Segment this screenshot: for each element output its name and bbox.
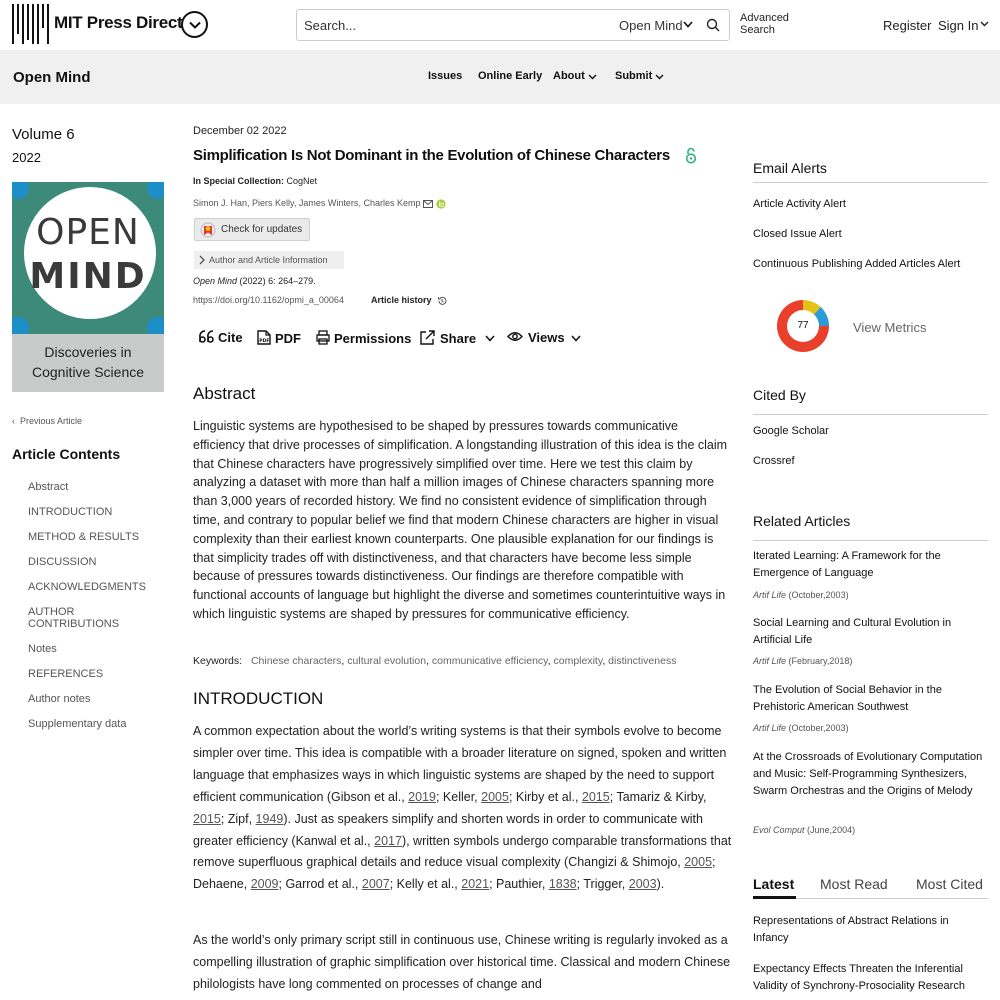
related-article-journal: Artif Life xyxy=(753,656,787,666)
article-contents-title: Article Contents xyxy=(12,446,121,462)
keywords: Keywords: Chinese characters, cultural evolution, communicative efficiency, complexity, distinctiveness xyxy=(193,655,677,667)
keyword-link[interactable]: complexity xyxy=(553,655,603,667)
text-run: ; Keller, xyxy=(435,789,482,804)
reference-link[interactable]: 2007 xyxy=(361,877,390,892)
related-articles-heading: Related Articles xyxy=(753,513,851,529)
cover-dot xyxy=(147,317,164,334)
share-label: Share xyxy=(440,331,477,346)
abstract-heading: Abstract xyxy=(193,384,256,403)
special-collection xyxy=(193,176,317,186)
mit-press-logo[interactable] xyxy=(12,4,49,44)
pdf-button[interactable] xyxy=(257,330,301,346)
permissions-label: Permissions xyxy=(334,331,412,346)
keywords-label: Keywords: xyxy=(193,655,243,667)
reference-link[interactable]: 2003 xyxy=(628,877,657,892)
history-icon xyxy=(437,296,447,306)
brand-name[interactable]: MIT Press Direct xyxy=(54,13,183,32)
citation-journal: Open Mind xyxy=(193,276,238,286)
mail-icon[interactable] xyxy=(423,200,433,208)
introduction-paragraph xyxy=(193,721,733,896)
divider xyxy=(753,414,988,415)
related-article-link[interactable]: The Evolution of Social Behavior in the Prehistoric American Southwest xyxy=(753,684,942,713)
toc-author-notes[interactable]: Author notes xyxy=(28,693,91,705)
cover-subtitle-line: Cognitive Science xyxy=(31,364,145,380)
divider xyxy=(753,182,988,183)
citation-details: (2022) 6: 264–279. xyxy=(239,276,316,286)
active-tab-indicator xyxy=(753,896,796,899)
search-scope-select[interactable]: Open Mind xyxy=(619,18,683,33)
cover-disc xyxy=(24,187,156,319)
cover-subtitle-line: Discoveries in xyxy=(44,344,132,360)
chevron-right-icon xyxy=(199,255,205,265)
author-link[interactable]: Piers Kelly xyxy=(252,198,294,208)
cover-subtitle xyxy=(12,342,164,382)
views-label: Views xyxy=(528,330,565,345)
advanced-search-line: Search xyxy=(740,24,775,36)
keyword-link[interactable]: cultural evolution xyxy=(347,655,427,667)
cover-title: MIND xyxy=(29,256,147,297)
text-run: ). xyxy=(656,877,665,892)
continuous-publishing-alert-link[interactable]: Continuous Publishing Added Articles Alert xyxy=(753,258,961,270)
check-for-updates-label: Check for updates xyxy=(221,224,303,235)
search-input[interactable] xyxy=(296,9,730,41)
advanced-search-link[interactable] xyxy=(740,12,789,36)
text-run: ; Zipf, xyxy=(220,811,256,826)
text-run: ; Tamariz & Kirby, xyxy=(609,789,707,804)
keyword-link[interactable]: Chinese characters xyxy=(250,655,342,667)
chevron-down-icon xyxy=(189,21,201,29)
search-icon[interactable] xyxy=(706,18,720,32)
article-activity-alert-link[interactable]: Article Activity Alert xyxy=(753,198,846,210)
author-link[interactable]: Simon J. Han xyxy=(193,198,248,208)
cite-button[interactable] xyxy=(199,330,243,345)
register-link[interactable]: Register xyxy=(883,18,932,33)
related-article-link[interactable]: Iterated Learning: A Framework for the Emergence of Language xyxy=(753,550,941,579)
author-info-toggle[interactable] xyxy=(194,251,344,269)
permissions-icon xyxy=(316,330,330,345)
related-article-meta xyxy=(753,723,849,733)
keyword-link[interactable]: distinctiveness xyxy=(608,655,677,667)
open-access-icon xyxy=(685,147,697,164)
text-run: ), written symbols undergo comparable transformations that remove superfluous graphical details and reduce visual complexity (Changizi & Shimojo, xyxy=(193,833,732,870)
closed-issue-alert-link[interactable]: Closed Issue Alert xyxy=(753,228,842,240)
related-article-date: (October,2003) xyxy=(788,590,849,600)
nav-about[interactable]: About xyxy=(553,70,585,82)
author-info-label: Author and Article Information xyxy=(209,255,328,265)
crossmark-icon xyxy=(200,222,216,238)
orcid-icon[interactable] xyxy=(436,199,446,209)
text-run: ; Kirby et al., xyxy=(508,789,582,804)
reference-link[interactable]: 2005 xyxy=(684,855,713,870)
introduction-paragraph: As the world’s only primary script still in continuous use, Chinese writing is regularly invoked as a compelling illustration of graphic simplification over historical time. Classical and modern Chinese philologists have long commented on processes of change and xyxy=(193,933,731,991)
citation-line xyxy=(193,276,316,286)
text-run: ; Dehaene, xyxy=(193,855,716,892)
author-list: Simon J. Han, Piers Kelly, James Winters, Charles Kemp xyxy=(193,198,446,209)
chevron-down-icon[interactable] xyxy=(980,21,989,27)
related-article-meta xyxy=(753,656,852,666)
special-collection-link[interactable]: CogNet xyxy=(286,176,318,186)
reference-link[interactable]: 2009 xyxy=(250,877,279,892)
sign-in-link[interactable]: Sign In xyxy=(938,18,979,33)
reference-link[interactable]: 2015 xyxy=(581,789,610,804)
text-run: ; Kelly et al., xyxy=(389,877,462,892)
crossref-link[interactable]: Crossref xyxy=(753,455,795,467)
article-history-label: Article history xyxy=(371,295,432,305)
doi-link[interactable]: https://doi.org/10.1162/opmi_a_00064 xyxy=(193,295,344,305)
cite-label: Cite xyxy=(218,330,243,345)
reference-link[interactable]: 2005 xyxy=(481,789,509,804)
reference-link[interactable]: 1838 xyxy=(548,877,577,892)
tab-most-cited[interactable]: Most Cited xyxy=(916,876,983,892)
cover-dot xyxy=(12,317,29,334)
related-article-meta xyxy=(753,825,855,835)
previous-article-label: Previous Article xyxy=(20,416,83,426)
permissions-button[interactable] xyxy=(316,330,411,346)
toc-author-contributions[interactable] xyxy=(28,606,119,630)
chevron-down-icon[interactable] xyxy=(655,74,664,80)
toc-acknowledgments[interactable]: ACKNOWLEDGMENTS xyxy=(28,581,146,593)
related-article-link[interactable]: Social Learning and Cultural Evolution in Artificial Life xyxy=(753,617,952,646)
chevron-down-icon[interactable] xyxy=(683,21,693,28)
reference-link[interactable]: 2017 xyxy=(374,833,402,848)
chevron-down-icon[interactable] xyxy=(588,74,597,80)
toc-references[interactable]: REFERENCES xyxy=(28,668,104,680)
text-run: ; Pauthier, xyxy=(489,877,549,892)
nav-online-early[interactable]: Online Early xyxy=(478,70,543,82)
altmetric-badge[interactable] xyxy=(777,300,829,352)
volume-label: Volume 6 xyxy=(12,126,75,143)
site-menu-button[interactable] xyxy=(181,11,208,38)
related-article-journal: Artif Life xyxy=(753,590,787,600)
toc-supplementary-data[interactable]: Supplementary data xyxy=(28,718,127,730)
keyword-link[interactable]: communicative efficiency xyxy=(431,655,548,667)
search-placeholder: Search... xyxy=(304,18,357,33)
view-metrics-link[interactable]: View Metrics xyxy=(853,320,927,335)
check-for-updates-button[interactable] xyxy=(194,218,310,241)
text-run: A common expectation about the world’s writing systems is that their symbols evolve to become simpler over time. This idea is compatible with a broader literature on signed, spoken and written language that emphasizes ways in which linguistic systems are shaped by the need to support efficient communication (Gibson et al., xyxy=(193,724,727,804)
divider xyxy=(753,540,988,541)
quote-icon xyxy=(199,330,215,343)
article-title: Simplification Is Not Dominant in the Evolution of Chinese Characters xyxy=(193,147,670,164)
related-article-meta xyxy=(753,590,849,600)
chevron-down-icon[interactable] xyxy=(485,335,495,342)
reference-link[interactable]: 2015 xyxy=(193,811,221,826)
reference-link[interactable]: 2019 xyxy=(408,789,436,804)
related-article-date: (June,2004) xyxy=(807,825,856,835)
cover-art xyxy=(12,182,164,334)
latest-article-link[interactable]: Representations of Abstract Relations in Infancy xyxy=(753,915,949,944)
toc-discussion[interactable]: DISCUSSION xyxy=(28,556,97,568)
publication-date: December 02 2022 xyxy=(193,125,287,137)
chevron-left-icon: ‹ xyxy=(12,416,15,426)
introduction-heading: INTRODUCTION xyxy=(193,689,324,708)
related-article-link[interactable]: At the Crossroads of Evolutionary Computation and Music: Self-Programming Synthesizers, Swarm Orchestras and the Origins of Melody xyxy=(753,751,983,797)
related-article-date: (February,2018) xyxy=(788,656,853,666)
toc-notes[interactable]: Notes xyxy=(28,643,57,655)
cited-by-heading: Cited By xyxy=(753,387,806,403)
advanced-search-line: Advanced xyxy=(740,12,789,24)
article-history-link[interactable] xyxy=(371,295,447,306)
toc-line: AUTHOR xyxy=(28,606,75,618)
pdf-icon xyxy=(257,330,271,345)
text-run: ; Trigger, xyxy=(576,877,629,892)
related-article-journal: Evol Comput xyxy=(753,825,805,835)
nav-submit[interactable]: Submit xyxy=(615,70,653,82)
previous-article-link[interactable] xyxy=(12,416,82,426)
journal-title[interactable]: Open Mind xyxy=(13,69,91,86)
chevron-down-icon[interactable] xyxy=(571,335,581,342)
google-scholar-link[interactable]: Google Scholar xyxy=(753,425,829,437)
related-article-journal: Artif Life xyxy=(753,723,787,733)
author-link[interactable]: James Winters xyxy=(298,198,359,208)
nav-issues[interactable]: Issues xyxy=(428,70,463,82)
toc-abstract[interactable]: Abstract xyxy=(28,481,69,493)
toc-introduction[interactable]: INTRODUCTION xyxy=(28,506,113,518)
views-button[interactable] xyxy=(507,330,565,345)
top-bar xyxy=(0,0,1000,50)
altmetric-score: 77 xyxy=(787,310,819,342)
pdf-label: PDF xyxy=(275,331,301,346)
tab-latest[interactable]: Latest xyxy=(753,876,795,892)
author-link[interactable]: Charles Kemp xyxy=(363,198,421,208)
journal-bar xyxy=(0,50,1000,104)
share-icon xyxy=(420,330,435,345)
email-alerts-heading: Email Alerts xyxy=(753,160,827,176)
toc-line: CONTRIBUTIONS xyxy=(28,618,120,630)
svg-text:PDF: PDF xyxy=(259,339,270,344)
text-run: ; Garrod et al., xyxy=(278,877,362,892)
volume-year: 2022 xyxy=(12,150,41,165)
cover-dot xyxy=(147,182,164,199)
tab-most-read[interactable]: Most Read xyxy=(820,876,888,892)
toc-method-results[interactable]: METHOD & RESULTS xyxy=(28,531,140,543)
cover-title: OPEN xyxy=(36,212,140,253)
reference-link[interactable]: 2021 xyxy=(461,877,490,892)
eye-icon xyxy=(507,331,523,342)
related-article-date: (October,2003) xyxy=(788,723,849,733)
cover-dot xyxy=(12,182,29,199)
journal-cover[interactable] xyxy=(12,182,164,392)
abstract-text: Linguistic systems are hypothesised to be shaped by pressures towards communicative efficiency that drive processes of simplification. A longstanding illustration of this idea is the claim that Chinese characters have progressively simplified over time. Here we test this claim by analyzing a dataset with more than half a million images of Chinese characters spanning more than 3,000 years of recorded history. We find no consistent evidence of simplification through time, and contrary to popular belief we find that modern Chinese characters are higher in visual complexity than their earliest known counterparts. One plausible explanation for our findings is that simplicity trades off with distinctiveness, and that characters have become less simple because of pressures towards distinctiveness. Our findings are therefore compatible with functional accounts of language but highlight the diverse and sometimes counterintuitive ways in which linguistic systems are shaped by pressures for communicative efficiency. xyxy=(193,419,728,621)
latest-article-link[interactable]: Expectancy Effects Threaten the Inferential Validity of Synchrony-Prosociality Research xyxy=(753,963,965,992)
special-collection-label: In Special Collection: xyxy=(193,176,285,186)
share-button[interactable] xyxy=(420,330,476,346)
text-run: ). Just as speakers simplify and shorten words in order to communicate with greater efficiency (Kanwal et al., xyxy=(193,811,703,848)
reference-link[interactable]: 1949 xyxy=(255,811,284,826)
